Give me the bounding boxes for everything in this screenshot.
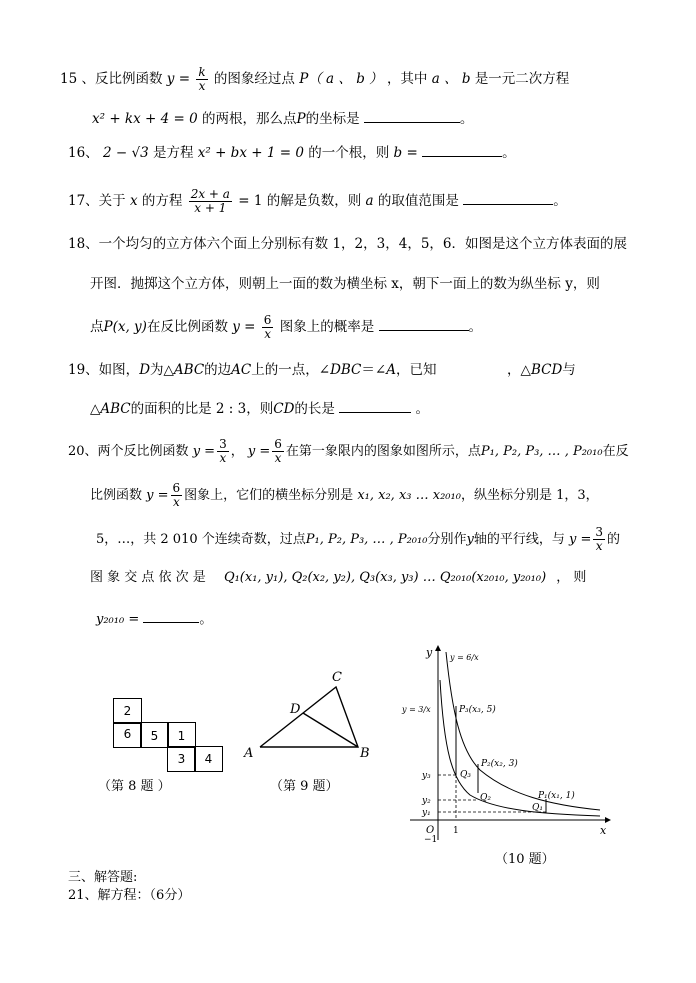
q20-answer-blank[interactable]: [143, 608, 199, 623]
q18-answer-blank[interactable]: [379, 316, 469, 331]
q21-line: 21、解方程：（6分）: [68, 888, 191, 903]
fig10-y3-label: y₃: [422, 771, 431, 781]
q20-f3-den: x: [172, 495, 180, 509]
q17-line: [68, 188, 567, 215]
q20-f1: y =: [192, 444, 216, 459]
q20-end: 。: [199, 612, 213, 627]
q15-line1: [60, 66, 569, 93]
q20-text-2c: ，纵坐标分别是 1，3，: [460, 488, 599, 503]
q16-answer-blank[interactable]: [422, 142, 502, 157]
fig10-q1-label: Q₁: [532, 803, 543, 813]
q18-line3: [90, 314, 482, 341]
q19-answer-blank[interactable]: [339, 398, 411, 413]
fig9-segment-bd: [303, 713, 358, 747]
q19-DBC: DBC: [330, 362, 362, 378]
q20-text-4b: ， 则: [556, 570, 587, 585]
q17-text-d: 的取值范围是: [377, 193, 459, 209]
q17-x: x: [129, 193, 138, 209]
q20-f3-frac: [171, 482, 183, 509]
q19-text-e: 的边: [204, 362, 232, 378]
fig10-curve-3-over-x: [440, 680, 600, 816]
q20-f4-den: x: [595, 539, 603, 553]
q17-a: a: [365, 193, 374, 209]
q20-points: P₁, P₂, P₃, … , P₂₀₁₀: [480, 444, 603, 459]
q19-A: A: [386, 362, 396, 378]
q19-text-n: 与: [562, 362, 576, 378]
q18-func: y =: [232, 319, 256, 335]
q20-f3: y =: [146, 488, 169, 503]
q19-text-2c: 的面积的比是 2 : 3，则: [130, 401, 274, 417]
q16-line: [68, 142, 516, 163]
q15-text-f: 的坐标是: [305, 111, 360, 127]
q16-bv: b =: [393, 145, 418, 161]
q20-text-a: 20、两个反比例函数: [68, 444, 189, 459]
q15-frac-num: k: [198, 65, 206, 79]
q18-end: 。: [468, 319, 483, 335]
q15-point: P（ a 、 b ）: [299, 71, 383, 87]
q19-AC: AC: [231, 362, 252, 378]
q15-fraction: [196, 66, 207, 93]
q15-answer-blank[interactable]: [364, 108, 460, 123]
q20-points-2: P₁, P₂, P₃, … , P₂₀₁₀: [305, 532, 428, 547]
q19-text-g: 上的一点，∠: [251, 362, 331, 378]
fig10-origin-label: O: [426, 825, 435, 836]
q19-CD: CD: [273, 401, 295, 417]
q19-line2: [90, 398, 429, 419]
q20-line3: [96, 526, 620, 553]
fig10-p2-label: P₂(x₂, 3): [481, 759, 518, 769]
q15-P: P: [296, 111, 306, 127]
fig9-label-d: D: [290, 702, 301, 717]
q20-f4: y =: [568, 532, 592, 547]
q19-text-2e: 的长是: [294, 401, 335, 417]
q18-fraction: [262, 314, 274, 341]
q17-eq: = 1: [238, 193, 263, 209]
q19-BCD: BCD: [530, 362, 563, 378]
q20-text-3c: 轴的平行线，与: [473, 532, 565, 547]
q20-text-3d: 的: [606, 532, 620, 547]
fig10-y1-label: y₁: [422, 808, 431, 818]
fig10-curve3-label: y = 3/x: [402, 705, 431, 714]
q15-text-d: 是一元二次方程: [474, 71, 570, 87]
q15-text: 15 、反比例函数: [60, 71, 163, 87]
q20-f4-num: 3: [595, 525, 603, 539]
q20-text-3b: 分别作: [427, 532, 467, 547]
q20-f1-num: 3: [219, 437, 227, 451]
fig9-label-a: A: [244, 746, 254, 761]
q18-point: P(x, y): [103, 319, 147, 335]
q19-ABC: ABC: [173, 362, 205, 378]
fig10-curve-6-over-x: [446, 652, 600, 810]
fig10-p3-label: P₃(x₃, 5): [459, 705, 496, 715]
q20-text-2b: 图象上，它们的横坐标分别是: [184, 488, 354, 503]
q15-end: 。: [459, 111, 474, 127]
q18-line2: 开图．抛掷这个立方体，则朝上一面的数为横坐标 x，朝下一面上的数为纵坐标 y，则: [90, 276, 600, 292]
fig10-minus1-label: −1: [424, 835, 438, 845]
q20-f4-frac: [593, 526, 605, 553]
fig10-one-label: 1: [453, 826, 459, 836]
fig10-q3-label: Q₃: [460, 770, 471, 780]
q20-f2-num: 6: [274, 437, 282, 451]
fig9-triangle: [240, 665, 380, 765]
fig10-y2-label: y₂: [422, 796, 431, 806]
q16-equation: x² + bx + 1 = 0: [197, 145, 304, 161]
q19-ABC-2: ABC: [100, 401, 131, 417]
q20-y2010: y₂₀₁₀ =: [96, 612, 140, 627]
q16-end: 。: [502, 145, 516, 161]
q19-line1: [68, 360, 576, 380]
q15-text-e: 的两根，那么点: [201, 111, 297, 127]
q16-num: 16、: [68, 145, 99, 161]
q20-text-2a: 比例函数: [90, 488, 143, 503]
q18-line1: 18、一个均匀的立方体六个面上分别标有数 1，2，3，4，5，6．如图是这个立方体表面的展: [68, 236, 628, 252]
q19-D: D: [139, 362, 151, 378]
q15-text-c: ，其中: [386, 71, 428, 87]
q16-text-c: 的一个根，则: [308, 145, 390, 161]
q20-text-3a: 5，…，共 2 010 个连续奇数，过点: [96, 532, 306, 547]
section3-heading: 三、解答题:: [68, 870, 138, 885]
fig8-cell: 1: [167, 722, 196, 748]
q17-answer-blank[interactable]: [463, 190, 553, 205]
q20-f2-frac: [272, 438, 284, 465]
q20-f1-den: x: [219, 451, 227, 465]
fig8-caption: （第 8 题 ）: [98, 779, 171, 794]
fig8-cell: 5: [140, 722, 169, 748]
fig10-graph: [400, 640, 620, 845]
q17-fraction: [189, 188, 232, 215]
fig8-cell: 4: [194, 746, 223, 772]
fig8-cell: 6: [113, 722, 142, 748]
q18-text-c: 图象上的概率是: [279, 319, 375, 335]
fig9-caption: （第 9 题）: [270, 779, 339, 794]
q15-equation: x² + kx + 4 = 0: [92, 111, 198, 127]
q17-text-a: 17、关于: [68, 193, 126, 209]
q20-f2: y =: [247, 444, 271, 459]
q19-text-c: 为△: [150, 362, 174, 378]
q19-text-k: ，已知: [395, 362, 437, 378]
q15-line2: [92, 108, 473, 129]
q20-y: y: [466, 532, 474, 547]
q19-text-a: 19、如图，: [68, 362, 140, 378]
fig10-q2-label: Q₂: [480, 793, 491, 803]
q17-end: 。: [553, 193, 567, 209]
q20-f1-frac: [217, 438, 229, 465]
fig8-cell: 3: [167, 746, 196, 772]
q18-frac-den: x: [264, 327, 271, 341]
q20-line4: [90, 568, 586, 588]
fig10-caption: （10 题）: [495, 852, 555, 867]
q17-frac-num: 2x + a: [190, 187, 230, 201]
q15-frac-den: x: [198, 79, 206, 93]
q18-frac-num: 6: [263, 313, 272, 327]
q17-text-c: 的解是负数，则: [266, 193, 362, 209]
q20-line5: [96, 608, 212, 630]
q20-f3-num: 6: [172, 481, 181, 495]
q19-text-i: ＝∠: [361, 362, 387, 378]
q16-text-b: 是方程: [152, 145, 194, 161]
fig9-label-b: B: [360, 746, 370, 761]
q19-tri: △: [90, 401, 101, 417]
fig10-p1-label: P₁(x₁, 1): [538, 791, 575, 801]
q20-sep: ，: [230, 444, 244, 459]
fig10-curve6-label: y = 6/x: [450, 653, 479, 662]
q16-expr: 2 − √3: [102, 145, 149, 161]
q20-line2: [90, 482, 599, 509]
fig10-x-label: x: [600, 824, 607, 837]
q19-text-l: ，△: [507, 362, 531, 378]
q17-text-b: 的方程: [141, 193, 183, 209]
q20-text-b: 在第一象限内的图象如图所示，点: [285, 444, 481, 459]
q15-text-b: 的图象经过点: [213, 71, 295, 87]
fig8-cell: 2: [113, 698, 142, 724]
q17-frac-den: x + 1: [194, 201, 227, 215]
fig9-label-c: C: [332, 670, 342, 685]
q20-line1: [68, 438, 629, 465]
q20-xs: x₁, x₂, x₃ … x₂₀₁₀: [357, 488, 461, 503]
q18-text-b: 在反比例函数: [146, 319, 228, 335]
q20-f2-den: x: [274, 451, 282, 465]
fig10-y-label: y: [426, 646, 433, 659]
q20-qs: Q₁(x₁, y₁), Q₂(x₂, y₂), Q₃(x₃, y₃) … Q₂₀₁₀(x₂₀₁₀, y₂₀₁₀): [223, 570, 547, 585]
q15-ab: a 、 b: [431, 71, 471, 87]
q15-func: y =: [166, 71, 191, 87]
q19-end: 。: [415, 401, 429, 417]
q20-text-c: 在反: [602, 444, 629, 459]
q20-text-4a: 图 象 交 点 依 次 是: [90, 570, 206, 585]
q18-text-a: 点: [90, 319, 104, 335]
